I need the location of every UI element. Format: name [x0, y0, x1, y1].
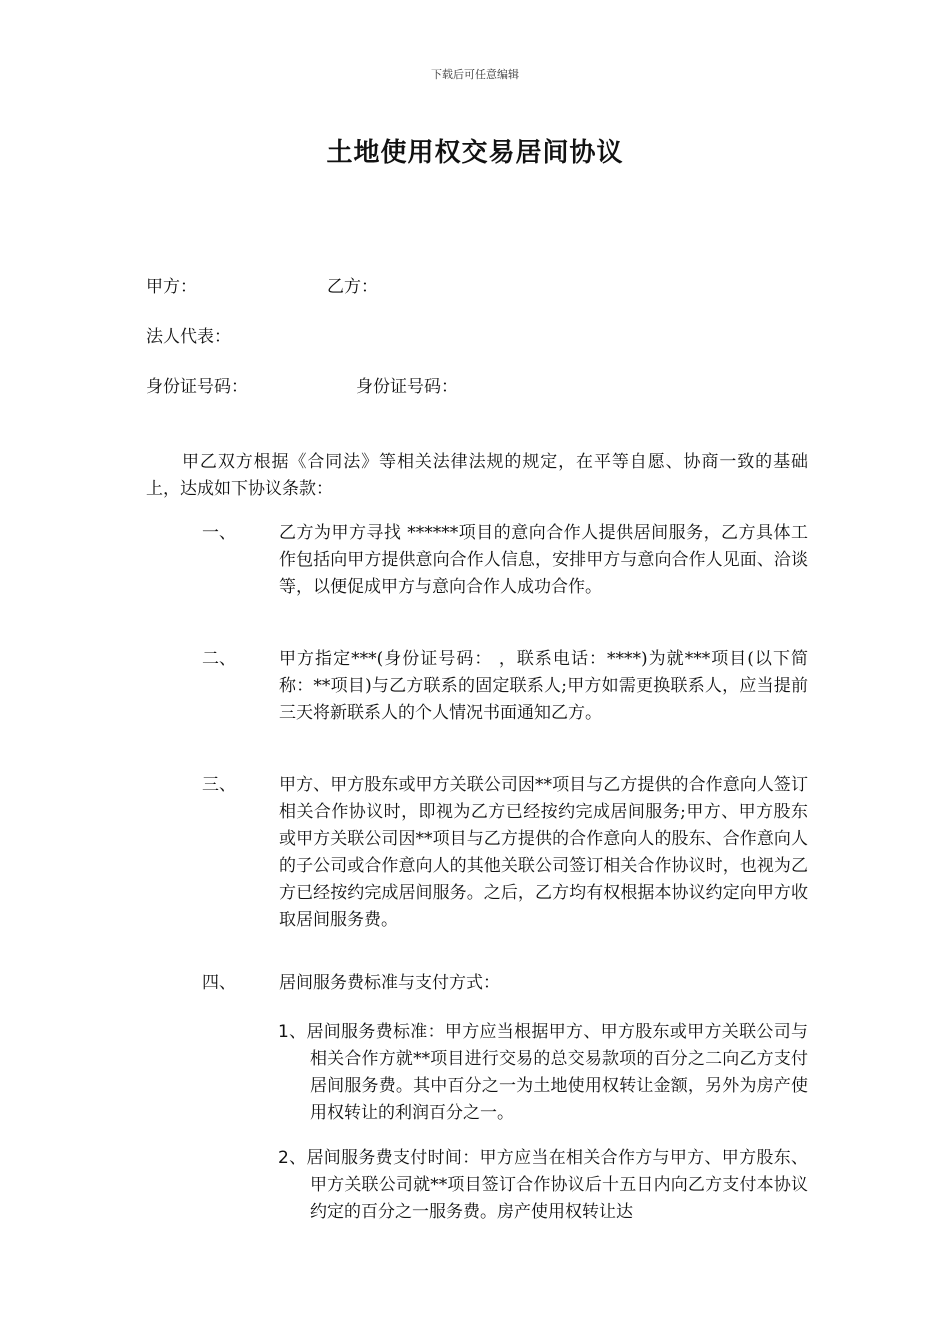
sub-item-2 — [278, 1145, 808, 1226]
clause-number: 三、 — [202, 775, 236, 795]
party-b-id-label: 身份证号码： — [356, 377, 458, 397]
clause-text: 居间服务费标准与支付方式： — [279, 973, 500, 993]
clause-text: 甲方、甲方股东或甲方关联公司因**项目与乙方提供的合作意向人签订相关合作协议时，即视为乙方已经按约完成居间服务;甲方、甲方股东或甲方关联公司因**项目与乙方提供的合作意向人的股东、合作意向人的子公司或合作意向人的其他关联公司签订相关合作协议时，也视为乙方已经按约完成居间服务。之后，乙方均有权根据本协议约定向甲方收取居间服务费。 — [279, 775, 808, 930]
header-note: 下载后可任意编辑 — [431, 68, 519, 81]
clause-number: 二、 — [202, 649, 236, 669]
party-a-label: 甲方： — [146, 277, 197, 297]
sub-item-number: 1 — [278, 1022, 289, 1042]
sub-item-number: 2 — [278, 1148, 289, 1168]
intro-paragraph: 甲乙双方根据《合同法》等相关法律法规的规定，在平等自愿、协商一致的基础上，达成如下协议条款： — [146, 452, 808, 499]
clause-text: 乙方为甲方寻找 ******项目的意向合作人提供居间服务，乙方具体工作包括向甲方提供意向合作人信息，安排甲方与意向合作人见面、洽谈等，以便促成甲方与意向合作人成功合作。 — [279, 523, 808, 597]
sub-item-text: 、居间服务费标准：甲方应当根据甲方、甲方股东或甲方关联公司与相关合作方就**项目进行交易的总交易款项的百分之二向乙方支付居间服务费。其中百分之一为土地使用权转让金额，另外为房产使用权转让的利润百分之一。 — [288, 1022, 808, 1123]
document-title: 土地使用权交易居间协议 — [326, 138, 624, 168]
clause-text: 甲方指定***(身份证号码： ，联系电话：****)为就***项目(以下简称：**项目)与乙方联系的固定联系人;甲方如需更换联系人，应当提前三天将新联系人的个人情况书面通知乙方。 — [279, 649, 808, 723]
sub-item-1 — [278, 1019, 808, 1127]
legal-rep-label: 法人代表： — [146, 327, 231, 347]
clause-number: 一、 — [202, 523, 236, 543]
sub-item-text: 、居间服务费支付时间：甲方应当在相关合作方与甲方、甲方股东、甲方关联公司就**项目签订合作协议后十五日内向乙方支付本协议约定的百分之一服务费。房产使用权转让达 — [288, 1148, 808, 1222]
clause-number: 四、 — [202, 973, 236, 993]
party-a-id-label: 身份证号码： — [146, 377, 248, 397]
party-b-label: 乙方： — [327, 277, 378, 297]
